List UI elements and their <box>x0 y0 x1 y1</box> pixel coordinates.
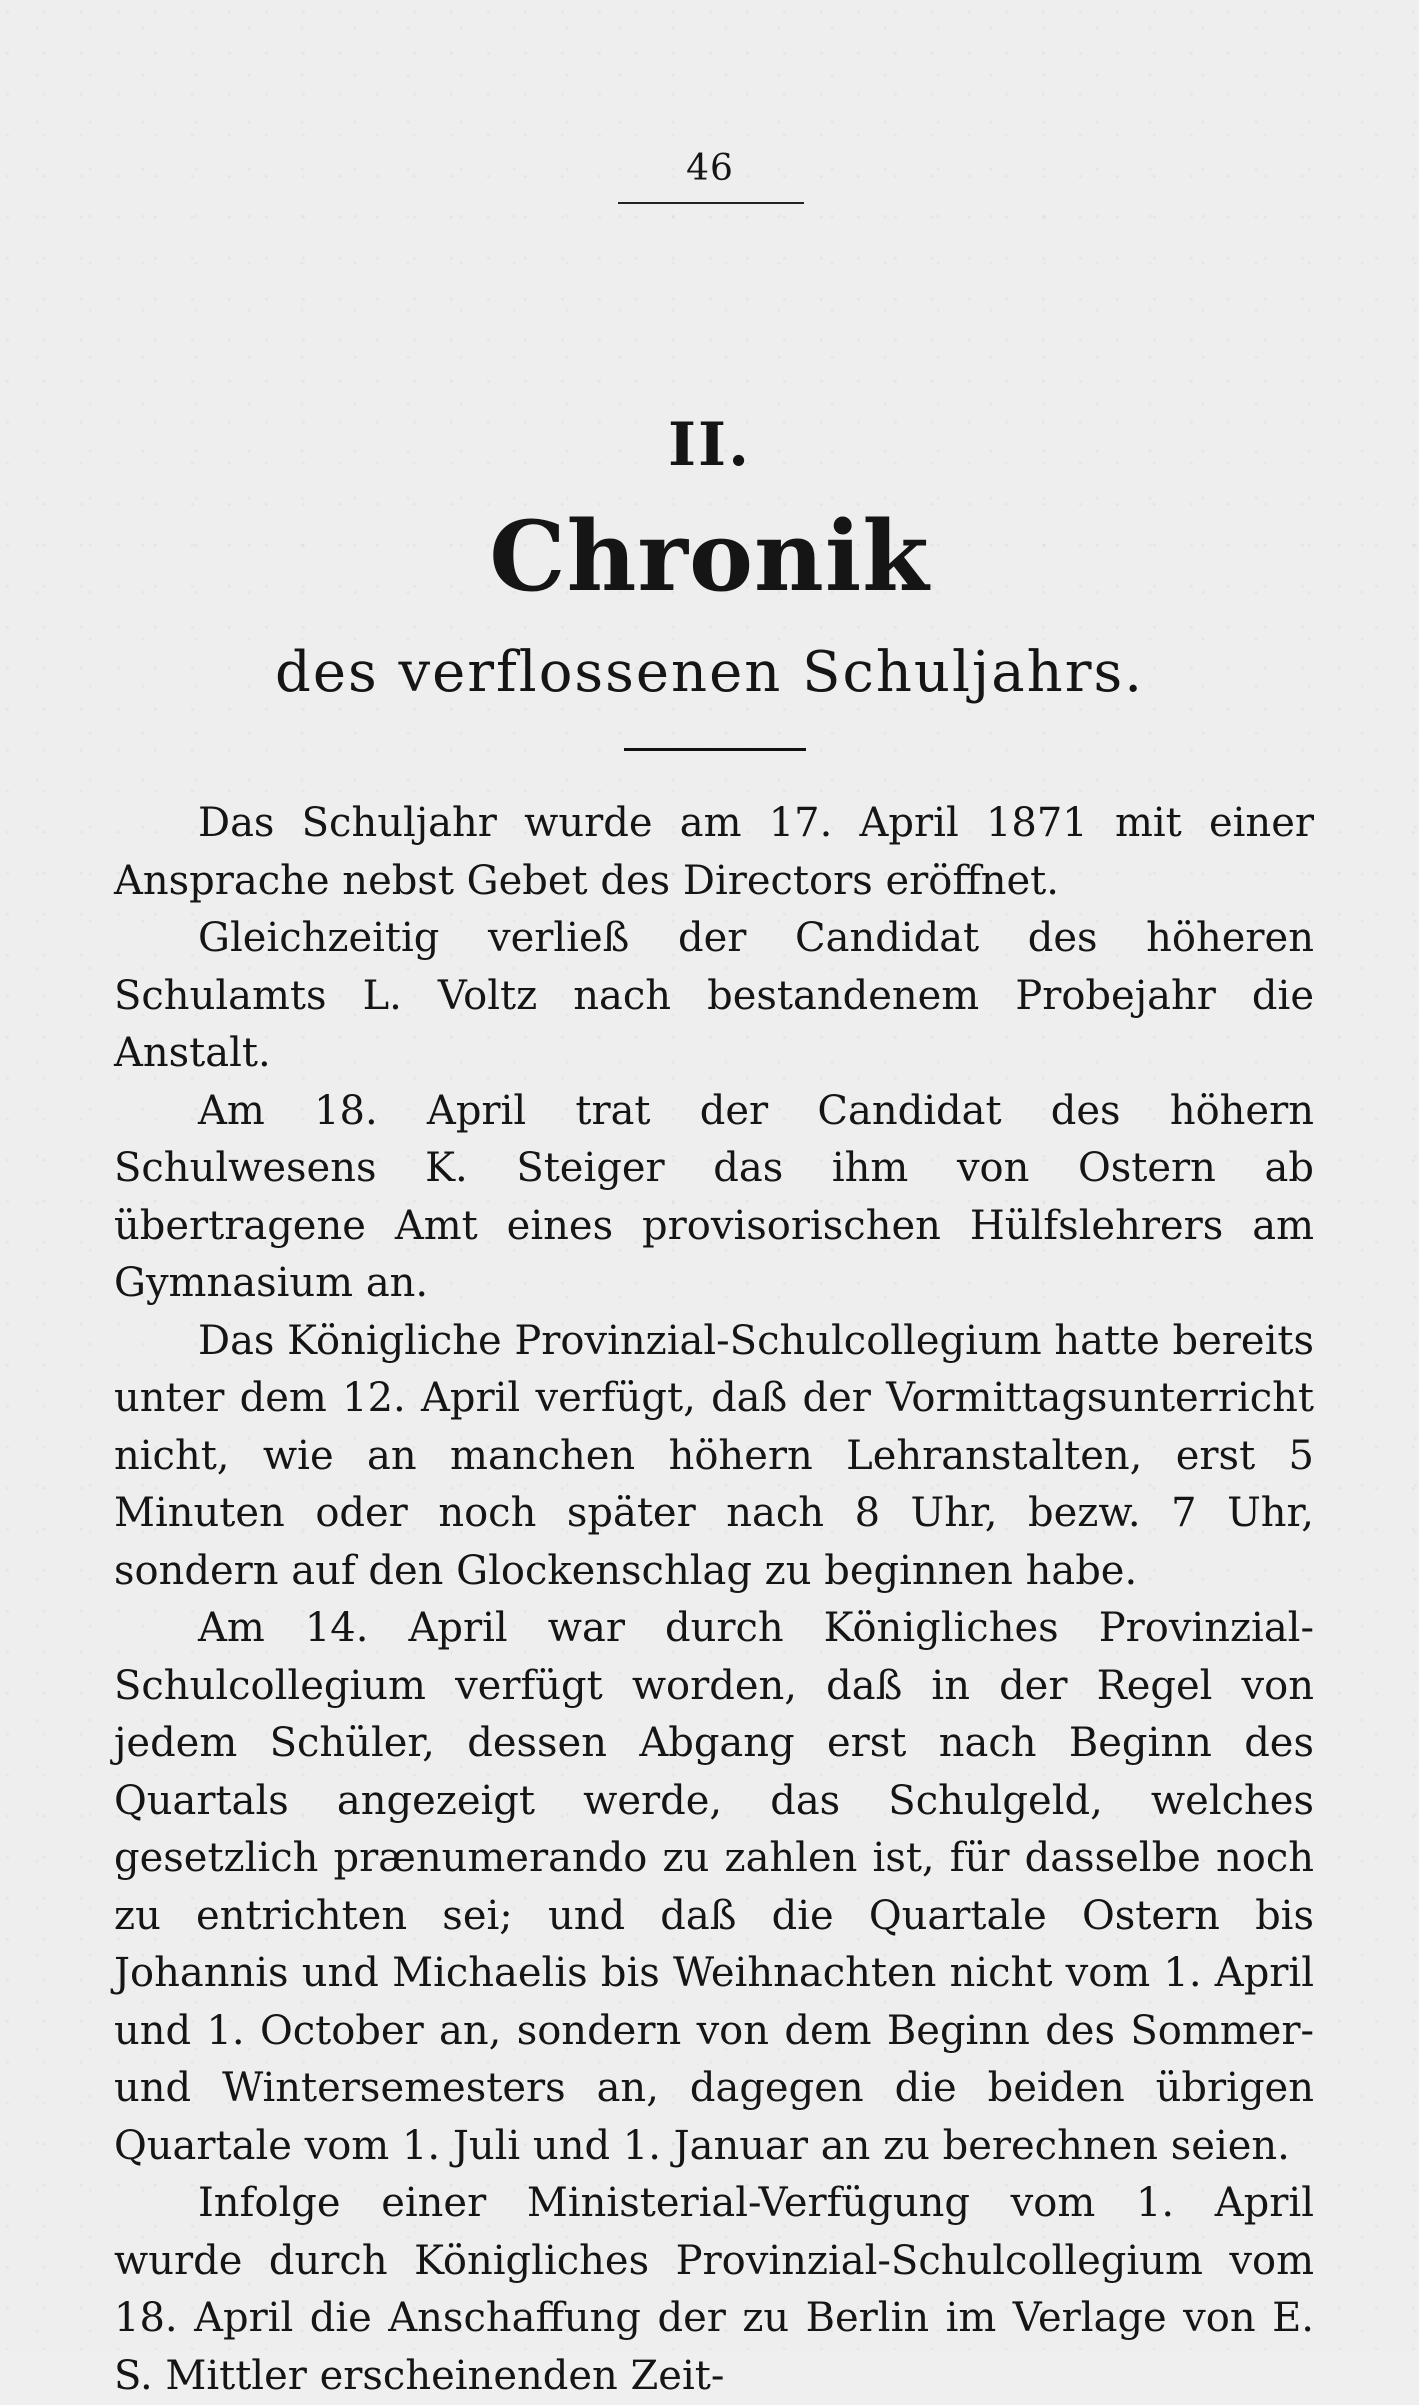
paragraph: Das Königliche Provinzial-Schulcollegium hatte bereits unter dem 12. April verfügt, daß der Vormittagsunterricht nicht, wie an manchen höhern Lehranstalten, erst 5 Minuten oder noch später nach 8 Uhr, bezw. 7 Uhr, sondern auf den Glockenschlag zu beginnen habe. <box>114 1317 1314 1594</box>
paragraph: Gleichzeitig verließ der Candidat des höheren Schulamts L. Voltz nach bestandenem Probejahr die Anstalt. <box>114 915 1314 1076</box>
body-text <box>114 795 1314 2405</box>
paragraph: Am 14. April war durch Königliches Provinzial-Schulcollegium verfügt worden, daß in der Regel von jedem Schüler, dessen Abgang erst nach Beginn des Quartals angezeigt werde, das Schulgeld, welches gesetzlich prænumerando zu zahlen ist, für dasselbe noch zu entrichten sei; und daß die Quartale Ostern bis Johannis und Michaelis bis Weihnachten nicht vom 1. April und 1. October an, sondern von dem Beginn des Sommer- und Wintersemesters an, dagegen die beiden übrigen Quartale vom 1. Juli und 1. Januar an zu berechnen seien. <box>114 1605 1314 2169</box>
page-number-rule <box>618 202 804 204</box>
paragraph: Das Schuljahr wurde am 17. April 1871 mit einer Ansprache nebst Gebet des Directors eröffnet. <box>114 800 1314 904</box>
chapter-title: Chronik <box>489 500 930 613</box>
section-number: II. <box>667 410 752 480</box>
page-number: 46 <box>686 148 734 189</box>
paragraph: Am 18. April trat der Candidat des höhern Schulwesens K. Steiger das ihm von Ostern ab übertragene Amt eines provisorischen Hülfslehrers am Gymnasium an. <box>114 1087 1314 1306</box>
paragraph: Infolge einer Ministerial-Verfügung vom 1. April wurde durch Königliches Provinzial-Schulcollegium vom 18. April die Anschaffung der zu Berlin im Verlage von E. S. Mittler erscheinenden Zeit- <box>114 2180 1314 2399</box>
title-divider <box>624 748 806 751</box>
chapter-subtitle: des verflossenen Schuljahrs. <box>274 640 1144 705</box>
